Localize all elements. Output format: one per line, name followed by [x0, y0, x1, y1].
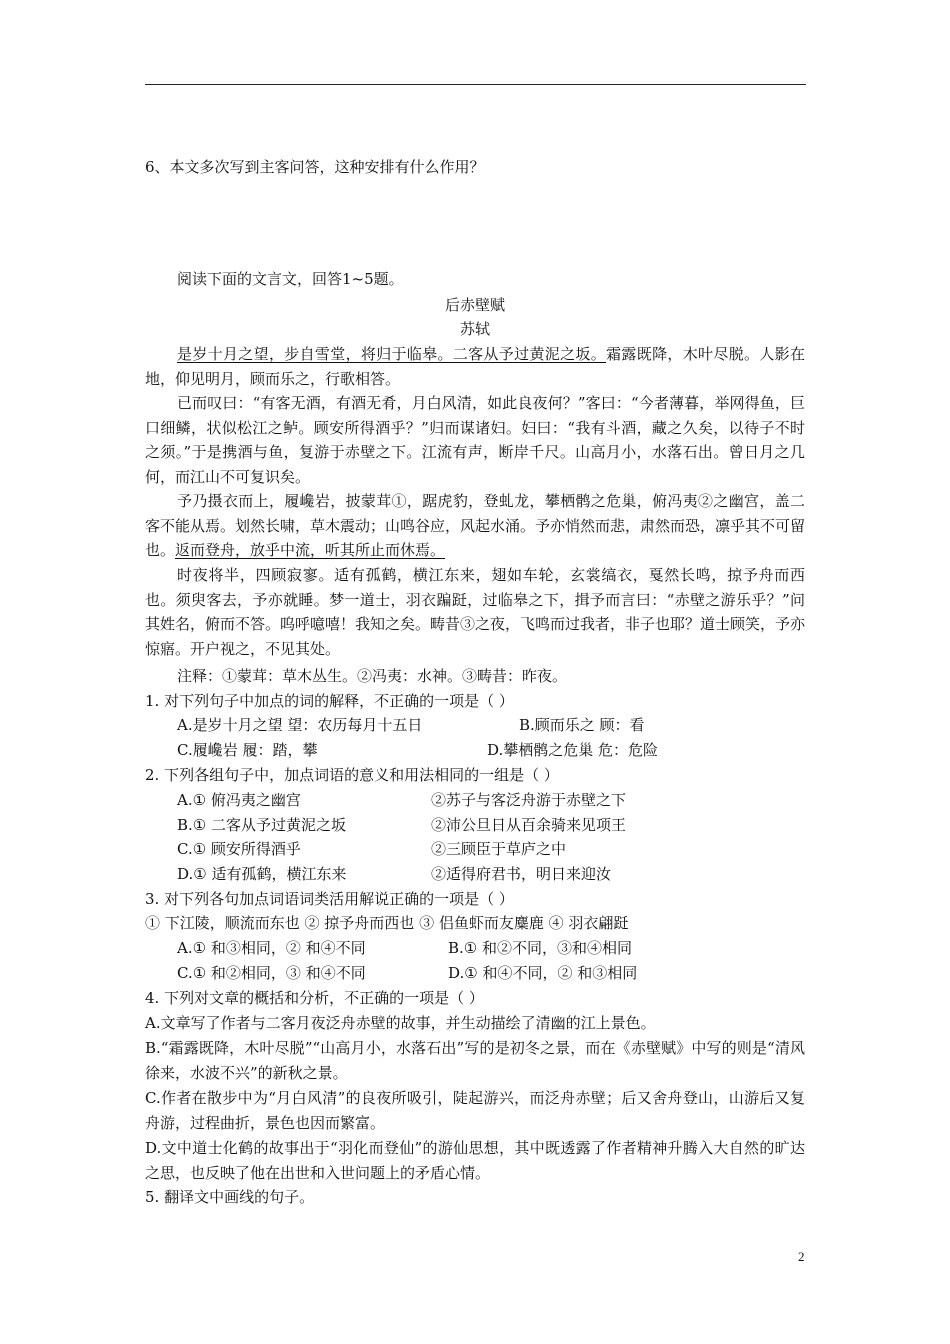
underlined-sentence-1: 是岁十月之望，步自雪堂，将归于临皋。二客从予过黄泥之坂。 — [177, 345, 607, 363]
q4-option-d: D.文中道士化鹤的故事出于“羽化而登仙”的游仙思想，其中既透露了作者精神升腾入大自然的旷达之思，也反映了他在出世和入世问题上的矛盾心情。 — [145, 1139, 805, 1182]
q3-option-a: A.① 和③相同，② 和④不同 — [177, 939, 366, 957]
q2-option-b-1: B.① 二客从予过黄泥之坂 — [177, 816, 347, 834]
q3-option-d: D.① 和④不同，② 和③相同 — [448, 964, 638, 982]
q3-option-b: B.① 和②不同，③和④相同 — [448, 939, 633, 957]
q2-option-d-1: D.① 适有孤鹤，横江东来 — [177, 865, 347, 883]
question-2: 2. 下列各组句子中，加点词语的意义和用法相同的一组是（ ） — [145, 766, 559, 784]
paragraph-1-rest: 霜露既降，木叶尽脱。人影在地，仰见明月，顾而乐之，行歌相答。 — [145, 345, 805, 388]
q1-option-c: C.履巉岩 履：踏，攀 — [177, 741, 318, 759]
passage-title: 后赤壁赋 — [444, 296, 505, 314]
q4-option-a: A.文章写了作者与二客月夜泛舟赤壁的故事，并生动描绘了清幽的江上景色。 — [145, 1014, 656, 1032]
q1-option-b: B.顾而乐之 顾：看 — [519, 716, 645, 734]
reading-intro: 阅读下面的文言文，回答1~5题。 — [177, 270, 404, 288]
q4-option-c: C.作者在散步中为“月白风清”的良夜所吸引，陡起游兴，而泛舟赤壁；后又舍舟登山，山游后又复舟游，过程曲折，景色也因而繁富。 — [145, 1089, 805, 1132]
question-5: 5. 翻译文中画线的句子。 — [145, 1188, 315, 1206]
q2-option-d-2: ②适得府君书，明日来迎汝 — [431, 865, 612, 883]
q2-option-c-1: C.① 顾安所得酒乎 — [177, 840, 301, 858]
q4-option-b: B.“霜露既降，木叶尽脱”“山高月小，水落石出”写的是初冬之景，而在《赤壁赋》中写的则是“清风徐来，水波不兴”的新秋之景。 — [145, 1039, 805, 1082]
q1-option-a: A.是岁十月之望 望：农历每月十五日 — [177, 716, 423, 734]
q2-option-c-2: ②三顾臣于草庐之中 — [431, 840, 567, 858]
paragraph-3 — [145, 489, 805, 563]
q2-option-a-2: ②苏子与客泛舟游于赤壁之下 — [431, 791, 627, 809]
paragraph-4: 时夜将半，四顾寂寥。适有孤鹤，横江东来，翅如车轮，玄裳缟衣，戛然长鸣，掠予舟而西也。须臾客去，予亦就睡。梦一道士，羽衣蹁跹，过临皋之下，揖予而言曰：“赤壁之游乐乎？”问其姓名，俯而不答。呜呼噫嘻！我知之矣。畴昔③之夜，飞鸣而过我者，非子也耶？道士顾笑，予亦惊寤。开户视之，不见其处。 — [145, 566, 806, 658]
underlined-sentence-2: 返而登舟，放乎中流，听其所止而休焉。 — [175, 541, 446, 559]
paragraph-2: 已而叹曰：“有客无酒，有酒无肴，月白风清，如此良夜何？”客曰：“今者薄暮，举网得鱼，巨口细鳞，状似松江之鲈。顾安所得酒乎？”归而谋诸妇。妇曰：“我有斗酒，藏之久矣，以待子不时之须。”于是携酒与鱼，复游于赤壁之下。江流有声，断岸千尺。山高月小，水落石出。曾日月之几何，而江山不可复识矣。 — [145, 394, 805, 486]
paragraph-1 — [145, 342, 805, 391]
q2-option-b-2: ②沛公旦日从百余骑来见项王 — [431, 816, 627, 834]
header-rule — [145, 84, 806, 85]
q3-option-c: C.① 和②相同，③ 和④不同 — [177, 964, 366, 982]
question-6: 6、本文多次写到主客问答，这种安排有什么作用？ — [145, 158, 485, 176]
page-number: 2 — [798, 1249, 805, 1264]
passage-author: 苏轼 — [459, 320, 490, 338]
annotations: 注释：①蒙茸：草木丛生。②冯夷：水神。③畴昔：昨夜。 — [177, 667, 568, 685]
q2-option-a-1: A.① 俯冯夷之幽宫 — [177, 791, 301, 809]
q1-option-d: D.攀栖鹘之危巢 危：危险 — [487, 741, 659, 759]
paragraph-3-body: 予乃摄衣而上，履巉岩，披蒙茸①，踞虎豹，登虬龙，攀栖鹘之危巢，俯冯夷②之幽宫，盖二客不能从焉。划然长啸，草木震动；山鸣谷应，风起水涌。予亦悄然而悲，肃然而恐，凛乎其不可留也。 — [145, 492, 806, 559]
question-3: 3. 对下列各句加点词语词类活用解说正确的一项是（ ） — [145, 890, 514, 908]
question-1: 1. 对下列句子中加点的词的解释，不正确的一项是（ ） — [145, 692, 514, 710]
q3-sentences: ① 下江陵，顺流而东也 ② 掠予舟而西也 ③ 侣鱼虾而友麋鹿 ④ 羽衣翩跹 — [145, 914, 629, 932]
question-4: 4. 下列对文章的概括和分析，不正确的一项是（ ） — [145, 989, 484, 1007]
